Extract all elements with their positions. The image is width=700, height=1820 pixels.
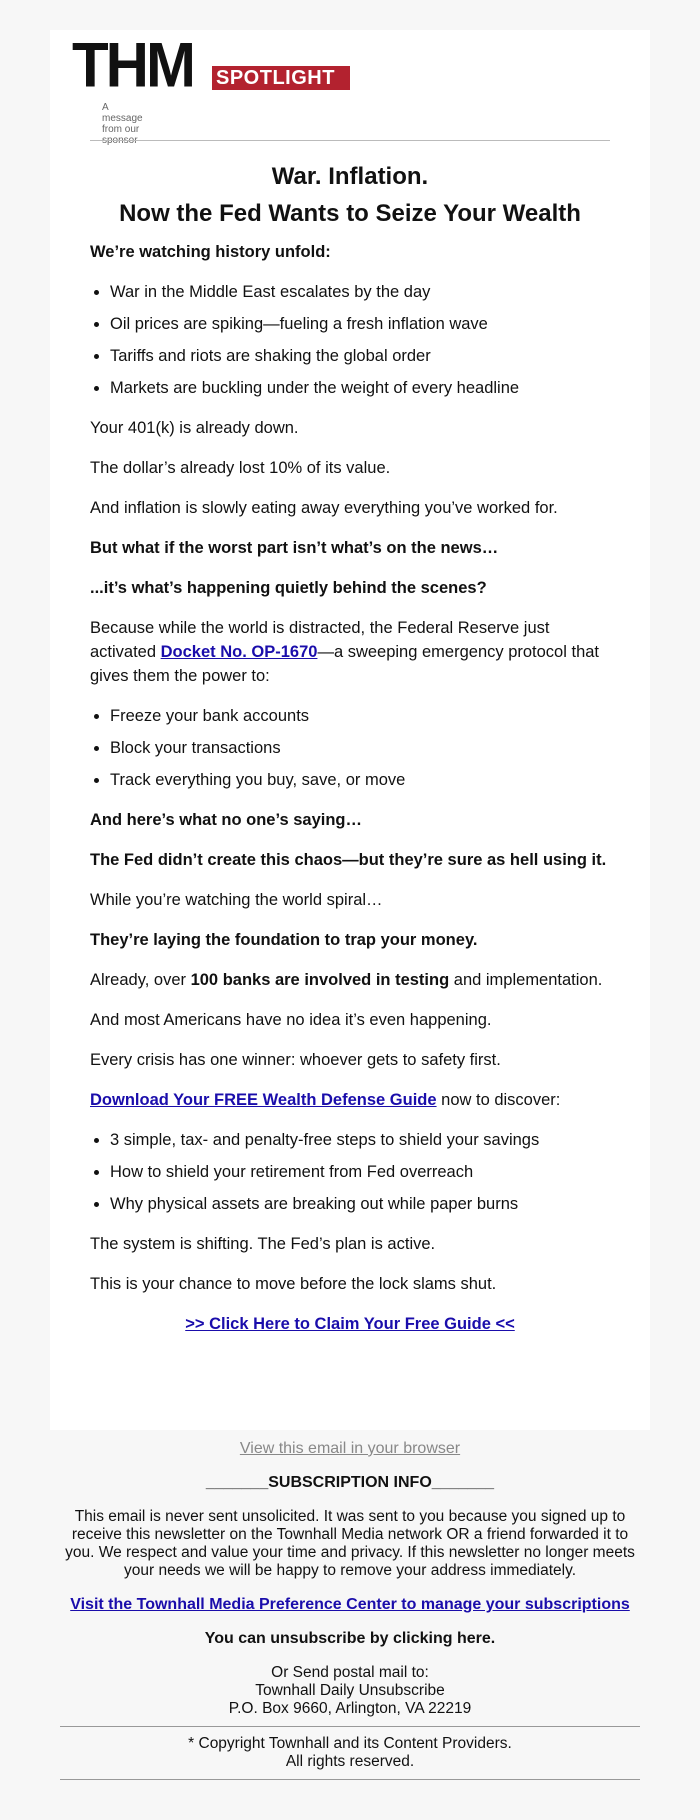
preference-paragraph (60, 1596, 640, 1614)
paragraph-americans: And most Americans have no idea it’s even happening. (90, 1011, 492, 1029)
postal-name: Townhall Daily Unsubscribe (255, 1682, 445, 1699)
claim-guide-cta-link[interactable]: >> Click Here to Claim Your Free Guide << (185, 1315, 515, 1333)
postal-address: P.O. Box 9660, Arlington, VA 22219 (228, 1700, 472, 1717)
copyright-line2: All rights reserved. (285, 1753, 415, 1770)
docket-link[interactable]: Docket No. OP-1670 (160, 643, 318, 661)
banks-bold-text: 100 banks are involved in testing (190, 971, 450, 989)
footer-divider-top (60, 1726, 640, 1727)
logo-spotlight-text: SPOTLIGHT (212, 66, 350, 90)
list-item: • How to shield your retirement from Fed overreach (110, 1160, 610, 1184)
list-item: • Freeze your bank accounts (110, 704, 610, 728)
postal-intro: Or Send postal mail to: (271, 1664, 429, 1681)
email-footer (60, 1440, 640, 1788)
sponsor-line: A message from our (102, 102, 143, 135)
events-list (90, 280, 610, 400)
cta-paragraph (90, 1312, 610, 1336)
preference-center-link[interactable]: Visit the Townhall Media Preference Center to manage your subscriptions (70, 1596, 630, 1613)
headline-line2: Now the Fed Wants to Seize Your Wealth (119, 200, 581, 227)
guide-benefits-list (90, 1128, 610, 1216)
copyright-block (60, 1735, 640, 1771)
question-scenes: ...it’s what’s happening quietly behind the scenes? (90, 579, 487, 597)
list-item: • Tariffs and riots are shaking the global order (110, 344, 610, 368)
paragraph-chance: This is your chance to move before the lock slams shut. (90, 1275, 497, 1293)
bold-fed-chaos: The Fed didn’t create this chaos—but they’re sure as hell using it. (90, 851, 607, 869)
intro-bold: We’re watching history unfold: (90, 243, 331, 261)
list-item: • Oil prices are spiking—fueling a fresh inflation wave (110, 312, 610, 336)
paragraph-401k: Your 401(k) is already down. (90, 419, 299, 437)
paragraph-docket (90, 616, 610, 688)
docket-post-text: —a sweeping emergency protocol that gives them the power to: (90, 643, 600, 685)
paragraph-inflation: And inflation is slowly eating away everything you’ve worked for. (90, 499, 558, 517)
copyright-line1: * Copyright Townhall and its Content Providers. (188, 1735, 512, 1752)
logo-thm-text: THM (72, 29, 193, 101)
header-divider (90, 140, 610, 141)
postal-address-block (60, 1664, 640, 1718)
paragraph-dollar: The dollar’s already lost 10% of its value. (90, 459, 391, 477)
footer-divider-bottom (60, 1779, 640, 1780)
list-item: • Markets are buckling under the weight of every headline (110, 376, 610, 400)
docket-pre-text: Because while the world is distracted, the Federal Reserve just activated (90, 619, 550, 661)
guide-post-text: now to discover: (436, 1091, 561, 1109)
subscription-info-heading: _______SUBSCRIPTION INFO_______ (205, 1474, 495, 1491)
paragraph-system-shifting: The system is shifting. The Fed’s plan is active. (90, 1235, 436, 1253)
email-body (90, 150, 610, 1352)
banks-pre-text: Already, over (90, 971, 191, 989)
paragraph-guide (90, 1088, 610, 1112)
list-item: • Track everything you buy, save, or move (110, 768, 610, 792)
paragraph-spiral: While you’re watching the world spiral… (90, 891, 383, 909)
list-item: • Why physical assets are breaking out while paper burns (110, 1192, 610, 1216)
list-item: • 3 simple, tax- and penalty-free steps to shield your savings (110, 1128, 610, 1152)
paragraph-crisis: Every crisis has one winner: whoever gets to safety first. (90, 1051, 501, 1069)
email-card (50, 30, 650, 1430)
disclaimer-text: This email is never sent unsolicited. It was sent to you because you signed up to receive this newsletter on the Townhall Media network OR a friend forwarded it to you. We respect and value your time and privacy. If this newsletter no longer meets your needs we will be happy to remove your address immediately. (65, 1508, 635, 1579)
question-news: But what if the worst part isn’t what’s on the news… (90, 539, 499, 557)
headline-line1: War. Inflation. (271, 163, 429, 190)
bold-no-one-saying: And here’s what no one’s saying… (90, 811, 362, 829)
banks-post-text: and implementation. (449, 971, 603, 989)
paragraph-banks (90, 968, 610, 992)
bold-trap-money: They’re laying the foundation to trap your money. (90, 931, 478, 949)
powers-list (90, 704, 610, 792)
view-in-browser-link[interactable]: View this email in your browser (239, 1440, 461, 1457)
headline (90, 158, 610, 232)
list-item: • Block your transactions (110, 736, 610, 760)
list-item: • War in the Middle East escalates by the day (110, 280, 610, 304)
download-guide-link[interactable]: Download Your FREE Wealth Defense Guide (90, 1091, 437, 1109)
unsubscribe-link[interactable]: You can unsubscribe by clicking here. (204, 1630, 496, 1647)
